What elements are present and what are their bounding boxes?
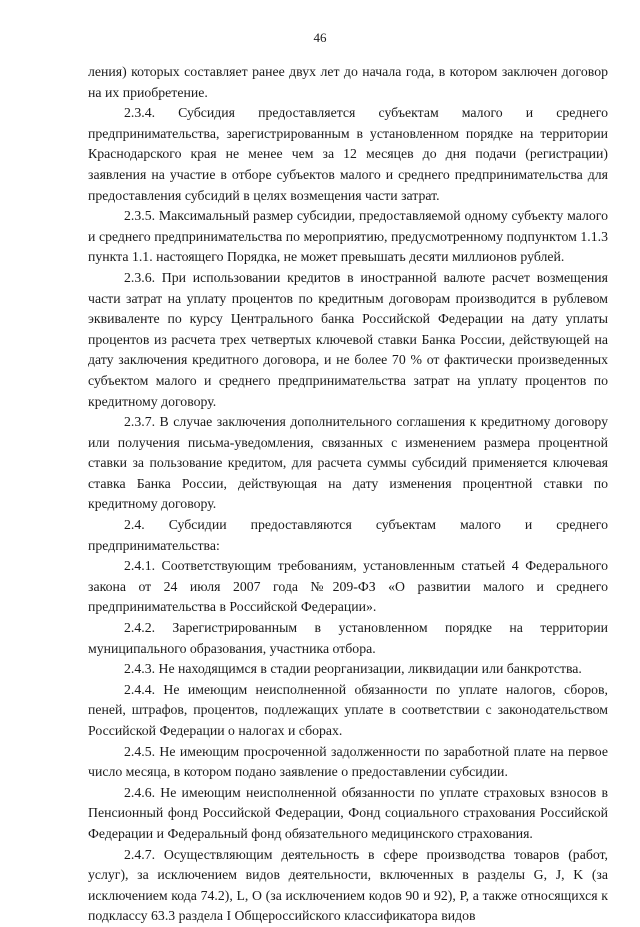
paragraph-2-3-5: 2.3.5. Максимальный размер субсидии, предоставляемой одному субъекту малого и среднего предпринимательства по мероприятию, предусмотренному подпунктом 1.1.3 пункта 1.1. настоящего Порядка, не может превышать десяти миллионов рублей.	[88, 208, 608, 265]
paragraph-2-3-7: 2.3.7. В случае заключения дополнительного соглашения к кредитному договору или получения письма-уведомления, связанных с изменением размера процентной ставки за пользование кредитом, для расчета суммы субсидий применяется ключевая ставка Банка России, действующая на дату изменения процентной ставки по кредитному договору.	[88, 414, 608, 512]
paragraph-2-4-1: 2.4.1. Соответствующим требованиям, установленным статьей 4 Федерального закона от 24 июля 2007 года №209-ФЗ «О развитии малого и среднего предпринимательства в Российской Федерации».	[88, 558, 608, 615]
paragraph-2-4: 2.4. Субсидии предоставляются субъектам малого и среднего предпринимательства:	[88, 517, 608, 553]
paragraph-2-4-7: 2.4.7. Осуществляющим деятельность в сфере производства товаров (работ, услуг), за исключением видов деятельности, включенных в разделы G, J, K (за исключением кода 74.2), L, O (за исключением кодов 90 и 92), P, а также относящихся к подклассу 63.3 раздела I Общероссийского классификатора видов	[88, 846, 608, 924]
paragraph-2-4-6: 2.4.6. Не имеющим неисполненной обязанности по уплате страховых взносов в Пенсионный фонд Российской Федерации, Фонд социального страхования Российской Федерации и Федеральный фонд обязательного медицинского страхования.	[88, 784, 608, 841]
page-number: 46	[313, 30, 327, 45]
paragraph-2-4-4: 2.4.4. Не имеющим неисполненной обязанности по уплате налогов, сборов, пеней, штрафов, процентов, подлежащих уплате в соответствии с законодательством Российской Федерации о налогах и сборах.	[88, 681, 608, 738]
paragraph-continuation: ления) которых составляет ранее двух лет до начала года, в котором заключен договор на их приобретение.	[88, 64, 608, 100]
paragraph-2-4-3: 2.4.3. Не находящимся в стадии реорганизации, ликвидации или банкротства.	[124, 661, 582, 677]
document-body	[88, 62, 608, 927]
paragraph-2-3-6: 2.3.6. При использовании кредитов в иностранной валюте расчет возмещения части затрат на уплату процентов по кредитным договорам производится в рублевом эквиваленте по курсу Центрального банка Российской Федерации на дату уплаты процентов из расчета трех четвертых ключевой ставки Банка России, действующей на дату заключения кредитного договора, и не более 70 % от фактически произведенных субъектом малого и среднего предпринимательства затрат на уплату процентов по кредитному договору.	[88, 269, 608, 409]
paragraph-2-4-2: 2.4.2. Зарегистрированным в установленном порядке на территории муниципального образования, участника отбора.	[88, 620, 608, 656]
paragraph-2-3-4: 2.3.4. Субсидия предоставляется субъектам малого и среднего предпринимательства, зарегистрированным в установленном порядке на территории Краснодарского края не менее чем за 12 месяцев до дня подачи (регистрации) заявления на участие в отборе субъектов малого и среднего предпринимательства для предоставления субсидий в целях возмещения части затрат.	[88, 105, 608, 203]
paragraph-2-4-5: 2.4.5. Не имеющим просроченной задолженности по заработной плате на первое число месяца, в котором подано заявление о предоставлении субсидии.	[88, 743, 608, 780]
